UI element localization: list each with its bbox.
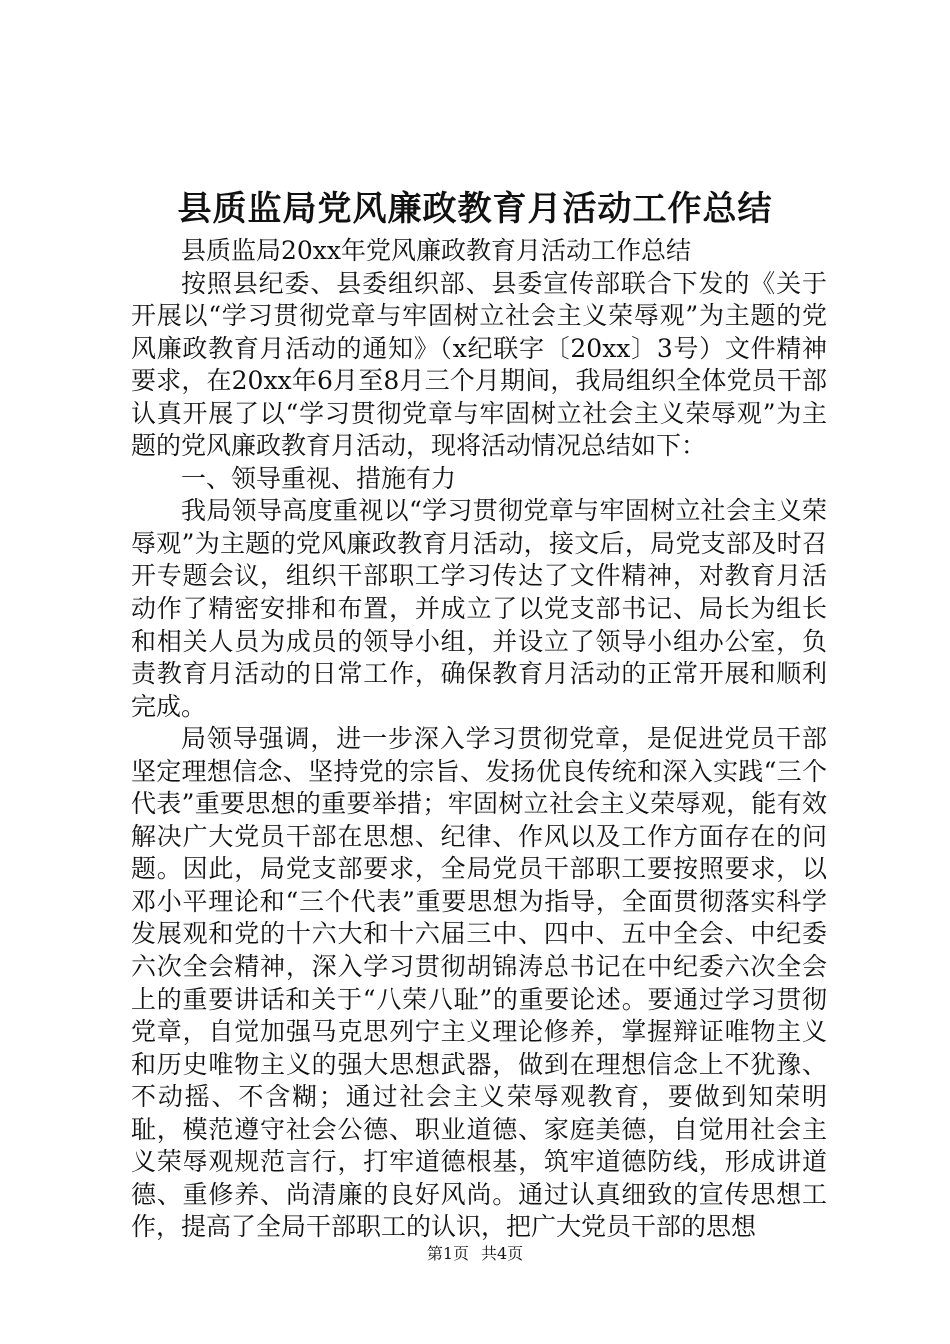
subtitle-paragraph: 县质监局20xx年党风廉政教育月活动工作总结 xyxy=(181,236,692,265)
page-number: 第1页 xyxy=(426,1244,469,1263)
page-footer xyxy=(0,1243,950,1265)
document-body xyxy=(131,235,827,1244)
section-heading: 一、领导重视、措施有力 xyxy=(181,463,457,493)
body-paragraph: 我局领导高度重视以“学习贯彻党章与牢固树立社会主义荣辱观”为主题的党风廉政教育月活动，接文后，局党支部及时召开专题会议，组织干部职工学习传达了文件精神，对教育月活动作了精密安排和布置，并成立了以党支部书记、局长为组长和相关人员为成员的领导小组，并设立了领导小组办公室，负责教育月活动的日常工作，确保教育月活动的正常开展和顺利完成。 xyxy=(131,496,827,721)
body-paragraph: 局领导强调，进一步深入学习贯彻党章，是促进党员干部坚定理想信念、坚持党的宗旨、发扬优良传统和深入实践“三个代表”重要思想的重要举措；牢固树立社会主义荣辱观，能有效解决广大党员干部在思想、纪律、作风以及工作方面存在的问题。因此，局党支部要求，全局党员干部职工要按照要求，以邓小平理论和“三个代表”重要思想为指导，全面贯彻落实科学发展观和党的十六大和十六届三中、四中、五中全会、中纪委六次全会精神，深入学习贯彻胡锦涛总书记在中纪委六次全会上的重要讲话和关于“八荣八耻”的重要论述。要通过学习贯彻党章，自觉加强马克思列宁主义理论修养，掌握辩证唯物主义和历史唯物主义的强大思想武器，做到在理想信念上不犹豫、不动摇、不含糊；通过社会主义荣辱观教育，要做到知荣明耻，模范遵守社会公德、职业道德、家庭美德，自觉用社会主义荣辱观规范言行，打牢道德根基，筑牢道德防线，形成讲道德、重修养、尚清廉的良好风尚。通过认真细致的宣传思想工作，提高了全局干部职工的认识，把广大党员干部的思想 xyxy=(131,724,827,1242)
document-title: 县质监局党风廉政教育月活动工作总结 xyxy=(177,189,773,229)
intro-paragraph: 按照县纪委、县委组织部、县委宣传部联合下发的《关于开展以“学习贯彻党章与牢固树立社会主义荣辱观”为主题的党风廉政教育月活动的通知》（x纪联字〔20xx〕3号）文件精神要求，在20xx年6月至8月三个月期间，我局组织全体党员干部认真开展了以“学习贯彻党章与牢固树立社会主义荣辱观”为主题的党风廉政教育月活动，现将活动情况总结如下： xyxy=(131,268,827,461)
page-total: 共4页 xyxy=(481,1244,524,1263)
